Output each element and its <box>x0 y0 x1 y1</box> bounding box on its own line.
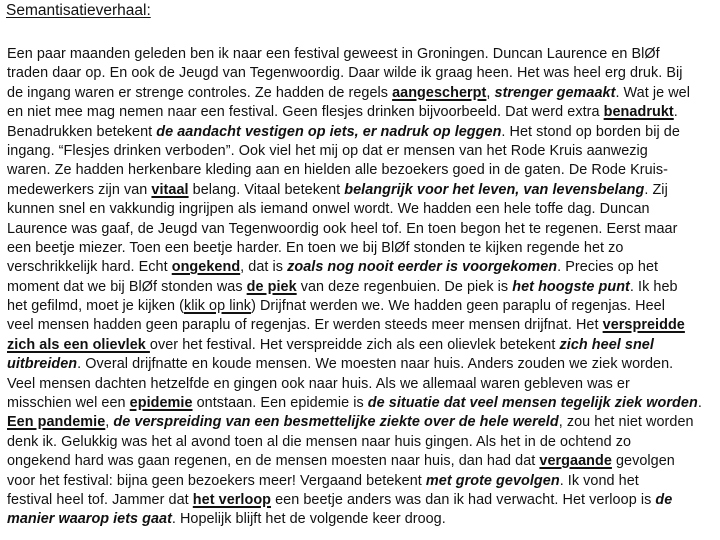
text-run: . Ik vond het <box>559 472 639 489</box>
text-line <box>7 64 719 83</box>
text-run: verschrikkelijk hard. Echt <box>7 259 172 276</box>
defined-term: de piek <box>246 278 297 295</box>
text-run: . Het stond op borden bij de <box>501 123 680 140</box>
text-line <box>7 200 719 219</box>
text-run: een beetje anders was dan ik had verwacht. Het verloop is <box>271 491 656 508</box>
text-run: een beetje miezer. Toen een beetje harder. En toen we bij BlØf stonden te kijken regende het zo <box>7 239 624 256</box>
text-run: ingang. “Flesjes drinken verboden”. Ook viel het mij op dat er mensen van het Rode Kruis aanwezig <box>7 142 648 159</box>
text-run: veel mensen hadden geen paraplu of regenjas. Er werden steeds meer mensen drijfnat. Het <box>7 317 603 334</box>
text-run: . Overal drijfnatte en koude mensen. We moesten naar huis. Anders zouden we ziek worden. <box>77 356 674 373</box>
text-run: de ingang waren er strenge controles. Ze hadden de regels <box>7 84 393 101</box>
definition: de aandacht vestigen op iets, er nadruk op leggen <box>156 123 502 140</box>
definition: belangrijk voor het leven, van levensbelang <box>344 181 645 198</box>
text-line <box>7 375 719 394</box>
defined-term: vergaande <box>539 453 612 470</box>
text-line <box>7 181 719 200</box>
definition: zoals nog nooit eerder is voorgekomen <box>287 259 558 276</box>
text-run: festival heel tof. Jammer dat <box>7 491 193 508</box>
defined-term: Een pandemie <box>7 414 106 431</box>
text-line <box>7 258 719 277</box>
text-line <box>7 510 719 529</box>
text-run: . <box>673 104 678 121</box>
definition: uitbreiden <box>7 356 78 373</box>
defined-term: epidemie <box>129 395 193 412</box>
text-run: . Wat je wel <box>615 84 690 101</box>
text-line <box>7 413 719 432</box>
text-line <box>7 394 719 413</box>
text-line <box>7 297 719 316</box>
text-line <box>7 239 719 258</box>
text-run: over het festival. Het verspreidde zich als een olievlek betekent <box>149 336 560 353</box>
text-run: van deze regenbuien. De piek is <box>296 278 513 295</box>
text-line <box>7 491 719 510</box>
text-run: misschien wel een <box>7 395 130 412</box>
text-run: ) Drijfnat werden we. We hadden geen paraplu of regenjas. Heel <box>251 298 665 315</box>
defined-term: aangescherpt <box>392 84 487 101</box>
definition: zich heel snel <box>559 336 654 353</box>
defined-term: ongekend <box>171 259 241 276</box>
text-run: gevolgen <box>611 453 675 470</box>
text-run: traden daar op. En ook de Jeugd van Tegenwoordig. Daar wilde ik graag heen. Het was heel erg druk. Bij <box>7 65 683 82</box>
text-run: . Ik heb <box>629 278 678 295</box>
text-run: . Zij <box>644 181 668 198</box>
page-title: Semantisatieverhaal: <box>6 2 151 19</box>
text-line <box>7 336 719 355</box>
text-line <box>7 123 719 142</box>
text-run: , <box>105 414 114 431</box>
text-line <box>7 103 719 122</box>
text-run: . Precies op het <box>557 259 659 276</box>
text-line <box>7 161 719 180</box>
definition: de situatie dat veel mensen tegelijk ziek worden <box>367 395 698 412</box>
defined-term: benadrukt <box>603 104 674 121</box>
definition: het hoogste punt <box>512 278 630 295</box>
text-run: Veel mensen dachten hetzelfde en gingen ook naar huis. Als we allemaal waren gebleven was er <box>7 375 630 392</box>
text-line <box>7 45 719 64</box>
text-run: belang. Vitaal betekent <box>188 181 345 198</box>
defined-term: vitaal <box>151 181 189 198</box>
text-run: , dat is <box>240 259 288 276</box>
text-run: ongekend hard was gaan regenen, en de mensen moesten naar huis, dan had dat <box>7 453 540 470</box>
text-run: Een paar maanden geleden ben ik naar een festival geweest in Groningen. Duncan Laurence en BlØf <box>7 46 660 62</box>
text-line <box>7 316 719 335</box>
text-run: waren. Ze hadden herkenbare kleding aan en hielden alle bezoekers goed in de gaten. De Rode Kruis- <box>7 162 669 179</box>
text-run: voor het festival: bijna geen bezoekers meer! Vergaand betekent <box>7 472 426 489</box>
text-run: denk ik. Gelukkig was het al avond toen al die mensen naar huis gingen. Als het in de ochtend zo <box>7 433 632 450</box>
text-run: . <box>697 395 702 412</box>
text-line <box>7 142 719 161</box>
text-run: , zou het niet worden <box>558 414 694 431</box>
definition: de <box>655 491 673 508</box>
text-run: het gefilmd, moet je kijken ( <box>7 298 184 315</box>
text-line <box>7 472 719 491</box>
definition: met grote gevolgen <box>425 472 560 489</box>
text-run: Benadrukken betekent <box>7 123 157 140</box>
definition: de verspreiding van een besmettelijke ziekte over de hele wereld <box>113 414 559 431</box>
text-run: . Hopelijk blijft het de volgende keer droog. <box>171 511 446 528</box>
text-line <box>7 433 719 452</box>
link-text[interactable]: klik op link <box>183 298 252 315</box>
text-line <box>7 355 719 374</box>
defined-term: het verloop <box>192 491 272 508</box>
defined-term: verspreidde <box>602 317 685 334</box>
text-run: kunnen snel en vakkundig ingrijpen als iemand onwel wordt. We hadden een hele toffe dag. Duncan <box>7 201 650 218</box>
text-line <box>7 84 719 103</box>
text-run: medewerkers zijn van <box>7 181 152 198</box>
story-body <box>7 45 719 530</box>
text-line <box>7 220 719 239</box>
text-run: en niet mee mag nemen naar een festival. Geen flesjes drinken bijvoorbeeld. Dat werd extra <box>7 104 604 121</box>
text-run: , <box>486 84 495 101</box>
text-run: ontstaan. Een epidemie is <box>192 395 368 412</box>
text-line <box>7 278 719 297</box>
text-run: Laurence was gaaf, de Jeugd van Tegenwoordig ook heel tof. En toen begon het te regenen. Eerst maar <box>7 220 678 237</box>
definition: strenger gemaakt <box>494 84 616 101</box>
text-run: moment dat we bij BlØf stonden was <box>7 278 247 295</box>
defined-term: zich als een olievlek <box>7 336 150 353</box>
definition: manier waarop iets gaat <box>7 511 172 528</box>
text-line <box>7 452 719 471</box>
